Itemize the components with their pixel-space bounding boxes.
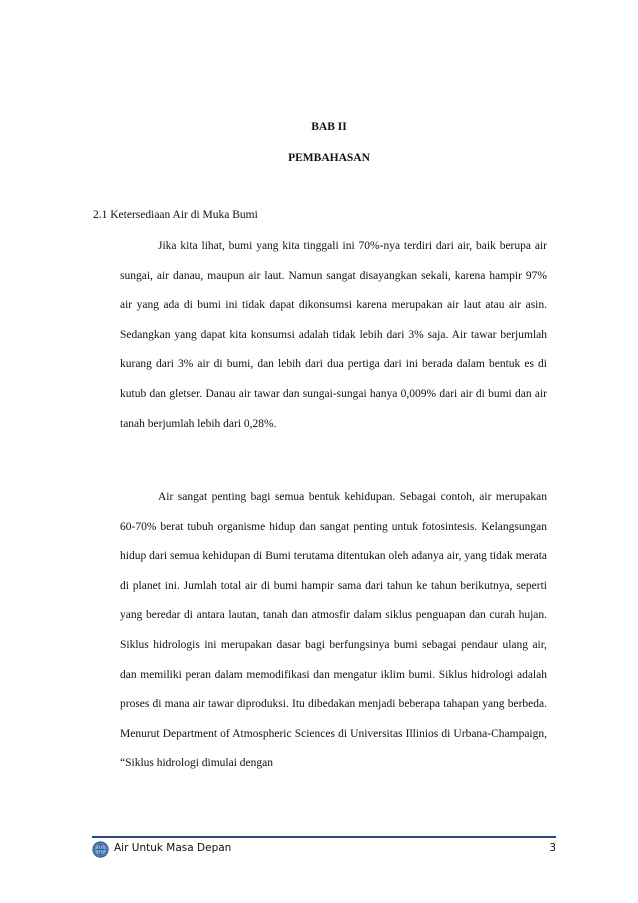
section-heading: 2.1 Ketersediaan Air di Muka Bumi [93, 209, 258, 221]
body-paragraph-1: Jika kita lihat, bumi yang kita tinggali ini 70%-nya terdiri dari air, baik berupa air sungai, air danau, maupun air laut. Namun sangat disayangkan sekali, karena hampir 97% air yang ada di bumi ini tidak dapat dikonsumsi karena merupakan air laut atau air asin. Sedangkan yang dapat kita konsumsi adalah tidak lebih dari 3% saja. Air tawar berjumlah kurang dari 3% air di bumi, dan lebih dari dua pertiga dari ini berada dalam bentuk es di kutub dan gletser. Danau air tawar dan sungai-sungai hanya 0,009% dari air di bumi dan air tanah berjumlah lebih dari 0,28%. [120, 240, 547, 430]
footer-title: Air Untuk Masa Depan [114, 842, 232, 854]
chapter-title: PEMBAHASAN [288, 152, 370, 164]
footer-divider [92, 836, 556, 838]
chapter-number: BAB II [311, 121, 347, 133]
page-number: 3 [549, 842, 556, 854]
body-paragraph-2: Air sangat penting bagi semua bentuk kehidupan. Sebagai contoh, air merupakan 60-70% berat tubuh organisme hidup dan sangat penting untuk fotosintesis. Kelangsungan hidup dari semua kehidupan di Bumi terutama ditentukan oleh adanya air, yang tidak merata di planet ini. Jumlah total air di bumi hampir sama dari tahun ke tahun berikutnya, seperti yang beredar di antara lautan, tanah dan atmosfir dalam siklus penguapan dan curah hujan. Siklus hidrologis ini merupakan dasar bagi berfungsinya bumi sebagai pendaur ulang air, dan memiliki peran dalam memodifikasi dan mengatur iklim bumi. Siklus hidrologi adalah proses di mana air tawar diproduksi. Itu dibedakan menjadi beberapa tahapan yang berbeda. Menurut Department of Atmospheric Sciences di Universitas Illinios di Urbana-Champaign, “Siklus hidrologi dimulai dengan [120, 491, 547, 770]
page-footer [92, 836, 556, 858]
globe-seal-icon [92, 841, 109, 858]
